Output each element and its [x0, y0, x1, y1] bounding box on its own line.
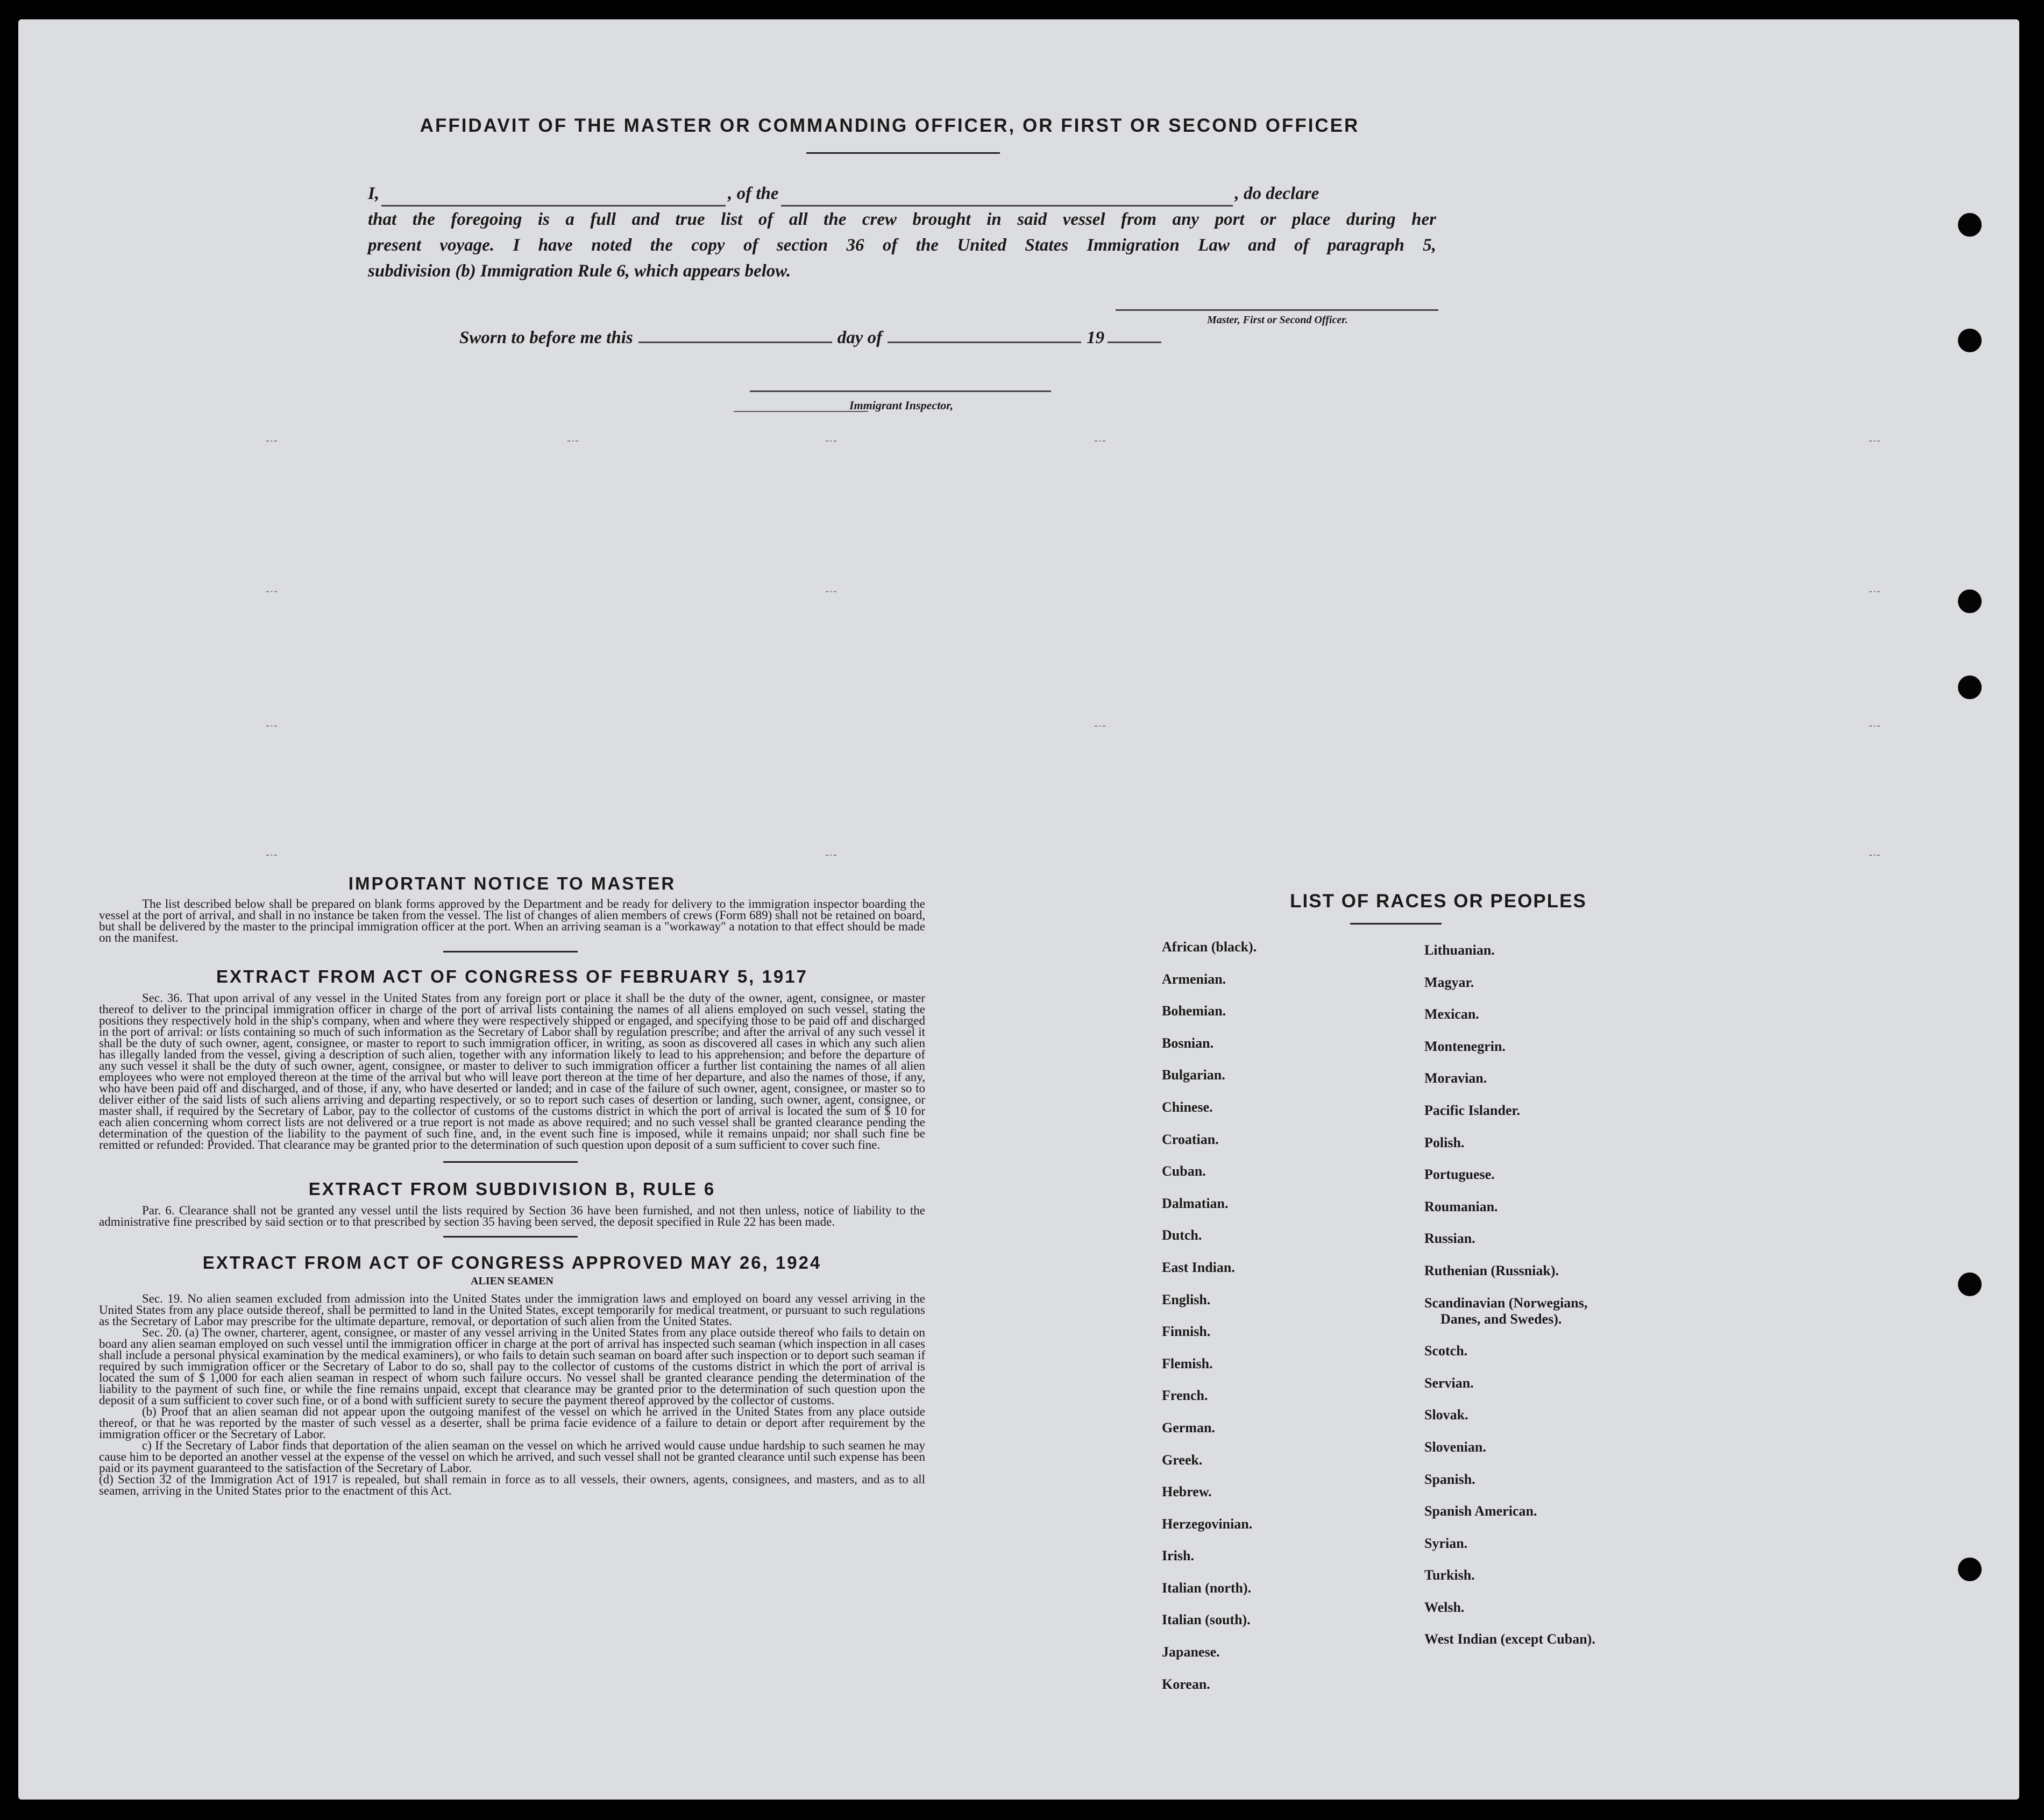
race-item: Russian.: [1424, 1231, 1475, 1247]
race-item: German.: [1162, 1419, 1215, 1435]
race-item: Montenegrin.: [1424, 1038, 1506, 1054]
race-item: Finnish.: [1162, 1324, 1211, 1340]
race-item: Dalmatian.: [1162, 1195, 1229, 1211]
rule6-text: Par. 6. Clearance shall not be granted any vessel until the lists required by Section 36 have been furnished, and not then unless, notice of liability to the administrative fine prescribed by said section or to that prescribed by section 35 having been served, the deposit specified in Rule 22 has been made.: [99, 1204, 925, 1228]
race-item: Chinese.: [1162, 1099, 1213, 1115]
race-item: Slovak.: [1424, 1407, 1468, 1423]
punch-hole: [1958, 589, 1982, 613]
punch-hole: [1958, 676, 1982, 699]
race-item: Italian (south).: [1162, 1612, 1251, 1628]
race-item: Korean.: [1162, 1676, 1210, 1692]
inspector-signature-line[interactable]: [750, 389, 1051, 392]
notice-text: The list described below shall be prepared on blank forms approved by the Department and be ready for delivery to the immigration inspector boarding the vessel at the port of arrival, and shall in no instance be taken from the vessel. The list of changes of alien members of crews (Form 689) shall not be retained on board, but shall be delivered by the master to the principal immigration officer at the port. When an arriving seaman is a "workaway" a notation to that effect should be made on the manifest.: [99, 897, 925, 944]
race-item: Bohemian.: [1162, 1003, 1226, 1019]
race-item: Bosnian.: [1162, 1035, 1214, 1051]
race-item: Japanese.: [1162, 1644, 1220, 1660]
race-item: West Indian (except Cuban).: [1424, 1631, 1595, 1647]
sworn-line: [459, 328, 1161, 348]
sworn-day-of-label: day of: [837, 328, 883, 347]
race-item: Polish.: [1424, 1134, 1465, 1150]
affidavit-title: AFFIDAVIT OF THE MASTER OR COMMANDING OFFICER, OR FIRST OR SECOND OFFICER: [420, 115, 1360, 136]
extract-1924-sec20c: c) If the Secretary of Labor finds that deportation of the alien seaman on the vessel on which he arrived would cause undue hardship to such seamen he may cause him to be deported an another vessel at the expense of the vessel on which he arrived, and such vessel shall not be granted clearance until such expense has been paid or its payment guaranteed to the satisfaction of the Secretary of Labor.: [99, 1439, 925, 1475]
race-item: Hebrew.: [1162, 1484, 1212, 1500]
punch-hole: [1958, 1272, 1982, 1296]
affidavit-line4: subdivision (b) Immigration Rule 6, which appears below.: [368, 261, 791, 281]
races-list-left: [1162, 939, 1388, 1708]
race-item: Turkish.: [1424, 1567, 1475, 1583]
extract-1924-sec20a: Sec. 20. (a) The owner, charterer, agent, consignee, or master of any vessel arriving in the United States from any place outside thereof who fails to detain on board any alien seaman employed on such vessel until the immigration officer in charge at the port of arrival has inspected such seaman (which inspection in all cases shall include a personal physical examination by the medical examiners), or who fails to detain such seaman on board after such inspection or to deport such seaman if required by such immigration officer or the Secretary of Labor to do so, shall pay to the collector of customs of the customs district in which the port of arrival is located the sum of $ 1,000 for each alien seaman in respect of whom such failure occurs. No vessel shall be granted clearance pending the determination of the liability to the payment of such fine, or while the fine remains unpaid, except that clearance may be granted prior to the determination of such question upon the deposit of a sum sufficient to cover such fine, or of a bond with sufficient surety to secure the payment thereof approved by the collector of customs.: [99, 1326, 925, 1407]
affidavit-line3: present voyage. I have noted the copy of section 36 of the United States Immigration Law and of paragraph 5,: [368, 236, 1436, 255]
punch-hole: [1958, 329, 1982, 352]
sworn-label: Sworn to before me this: [459, 328, 633, 347]
race-item: French.: [1162, 1388, 1208, 1404]
signature-label: Master, First or Second Officer.: [1207, 314, 1348, 326]
race-item: English.: [1162, 1291, 1211, 1307]
inspector-label: Immigrant Inspector,: [849, 399, 954, 412]
race-item: Spanish American.: [1424, 1503, 1537, 1519]
rule6-title: EXTRACT FROM SUBDIVISION B, RULE 6: [308, 1179, 716, 1199]
race-item: Scotch.: [1424, 1343, 1468, 1359]
notice-title: IMPORTANT NOTICE TO MASTER: [348, 873, 676, 893]
extract-1924-title: EXTRACT FROM ACT OF CONGRESS APPROVED MAY 26, 1924: [202, 1253, 822, 1272]
document-page: -·- -·- -·- -·- -·- -·- -·- -·- -·- -·- -·- -·- -·- -·- AFFIDAVIT OF THE MASTER OR COMMANDING OFFICER, OR FIRST OR SECOND OFFICER I, , of the , do declare that the foregoing is a full and true list of all the crew brought in said vessel from any port or place during her present voyage. I have noted the copy of section 36 of the United States Immigration Law and of paragraph 5, subdivision (b) Immigration Rule 6, which appears below. Master, First or Second Officer. Sworn to before me this day of 19 Immigrant Inspector, IMPORTANT NOTICE TO MASTER The list described below shall be prepared on blank forms approved by the Department and be ready for delivery to the immigration inspector boarding the vessel at the port of arrival, and shall in no instance be taken from the vessel. The list of changes of alien members of crews (Form 689) shall not be retained on board, but shall be delivered by the master to the principal immigration officer at the port. When an arriving seaman is a "workaway" a notation to that effect should be made on the manifest. EXTRACT FROM ACT OF CONGRESS OF FEBRUARY 5, 1917 Sec. 36. That upon arrival of any vessel in the United States from any foreign port or place it shall be the duty of the owner, agent, consignee, or master thereof to deliver to the principal immigration officer in charge of the port of arrival lists containing the names of all aliens employed on such vessel, stating the positions they respectively hold in the ship's company, when and where they were respectively shipped or engaged, and specifying those to be paid off and discharged in the port of arrival: or lists containing so much of such information as the Secretary of Labor shall by regulation prescribe; and after the arrival of any such vessel it shall be the duty of such owner, agent, consignee, or master to report to such immigration officer, in writing, as soon as discovered all cases in which any such alien has illegally landed from the vessel, giving a description of such alien, together with any information likely to lead to his apprehension; and before the departure of any such vessel it shall be the duty of such owner, agent, consignee, or master to deliver to such immigration officer a further list containing the names of all alien employees who were not employed thereon at the time of the arrival but who will leave port thereon at the time of her departure, and also the names of those, if any, who have been paid off and discharged, and of those, if any, who have deserted or landed; and in case of the failure of such owner, agent, consignee, or master so to deliver either of the said lists of such aliens arriving and departing respectively, or so to report such cases of desertion or landing, such owner, agent, consignee, or master shall, if required by the Secretary of Labor, pay to the collector of customs of the customs district in which the port of arrival is located the sum of $ 10 for each alien concerning whom correct lists are not delivered or a true report is not made as above required; and no such vessel shall be granted clearance pending the determination of the question of the liability to the payment of such fine, and, in the event such fine is imposed, while it remains unpaid; nor shall such fine be remitted or refunded: Provided. That clearance may be granted prior to the determination of such question upon deposit of a sum sufficient to cover such fine. EXTRACT FROM SUBDIVISION B, RULE 6 Par. 6. Clearance shall not be granted any vessel until the lists required by Section 36 have been furnished, and not then unless, notice of liability to the administrative fine prescribed by said section or to that prescribed by section 35 having been served, the deposit specified in Rule 22 has been made. EXTRACT FROM ACT OF CONGRESS APPROVED MAY 26, 1924 ALIEN SEAMEN Sec. 19. No alien seamen excluded from admission into the United States under the immigration laws and employed on board any vessel arriving in the United States from any place outside thereof, shall be permitted to land in the United States, except temporarily for medical treatment, or pursuant to such regulations as the Secretary of Labor may prescribe for the ultimate departure, removal, or deportation of such alien from the United States. Sec. 20. (a) The owner, charterer, agent, consignee, or master of any vessel arriving in the United States from any place outside thereof who fails to detain on board any alien seaman employed on such vessel until the immigration officer in charge at the port of arrival has inspected such seaman (which inspection in all cases shall include a personal physical examination by the medical examiners), or who fails to detain such seaman on board after such inspection or to deport such seaman if required by such immigration officer or the Secretary of Labor to do so, shall pay to the collector of customs of the customs district in which the port of arrival is located the sum of $ 1,000 for each alien seaman in respect of whom such failure occurs. No vessel shall be granted clearance pending the determination of the liability to the payment of such fine, or while the fine remains unpaid, except that clearance may be granted prior to the determination of such question upon the deposit of a sum sufficient to cover such fine, or of a bond with sufficient surety to secure the payment thereof approved by the collector of customs. (b) Proof that an alien seaman did not appear upon the outgoing manifest of the vessel on which he arrived in the United States from any place outside thereof, or that he was reported by the master of such vessel as a deserter, shall be prima facie evidence of a failure to detain or deport after requirement by the immigration officer or the Secretary of Labor. c) If the Secretary of Labor finds that deportation of the alien seaman on the vessel on which he arrived would cause undue hardship to such seamen he may cause him to be deported an another vessel at the expense of the vessel on which he arrived, and such vessel shall not be granted clearance until such expense has been paid or its payment guaranteed to the satisfaction of the Secretary of Labor. (d) Section 32 of the Immigration Act of 1917 is repealed, but shall remain in force as to all vessels, their owners, agents, consignees, and masters, and as to all seamen, arriving in the United States prior to the enactment of this Act. LIST OF RACES OR PEOPLES African (black). Armenian. Bohemian. Bosnian. Bulgarian. Chinese. Croatian. Cuban. Dalmatian. Dutch. East Indian. English. Finnish. Flemish. French. German. Greek. Hebrew. Herzegovinian. Irish. Italian (north). Italian (south). Japanese. Korean. Lithuanian. Magyar. Mexican. Montenegrin. Moravian. Pacific Islander. Polish. Portuguese. Roumanian. Russian. Ruthenian (Russniak). Scandinavian (Norwegians, Danes, and Swedes). Scotch. Servian. Slovak. Slovenian. Spanish. Spanish American. Syrian. Turkish. Welsh. West Indian (except Cuban).: [18, 19, 2019, 1800]
sworn-day-field[interactable]: [638, 342, 832, 343]
punch-hole: [1958, 213, 1982, 237]
race-item: Slovenian.: [1424, 1439, 1486, 1455]
sworn-month-field[interactable]: [888, 342, 1081, 343]
race-item: Pacific Islander.: [1424, 1102, 1521, 1118]
extract-1917-text: Sec. 36. That upon arrival of any vessel in the United States from any foreign port or place it shall be the duty of the owner, agent, consignee, or master thereof to deliver to the principal immigration officer in charge of the port of arrival lists containing the names of all aliens employed on such vessel, stating the positions they respectively hold in the ship's company, when and where they were respectively shipped or engaged, and specifying those to be paid off and discharged in the port of arrival: or lists containing so much of such information as the Secretary of Labor shall by regulation prescribe; and after the arrival of any such vessel it shall be the duty of such owner, agent, consignee, or master to report to such immigration officer, in writing, as soon as discovered all cases in which any such alien has illegally landed from the vessel, giving a description of such alien, together with any information likely to lead to his apprehension; and before the departure of any such vessel it shall be the duty of such owner, agent, consignee, or master to deliver to such immigration officer a further list containing the names of all alien employees who were not employed thereon at the time of the arrival but who will leave port thereon at the time of her departure, and also the names of those, if any, who have been paid off and discharged, and of those, if any, who have deserted or landed; and in case of the failure of such owner, agent, consignee, or master so to deliver either of the said lists of such aliens arriving and departing respectively, or so to report such cases of desertion or landing, such owner, agent, consignee, or master shall, if required by the Secretary of Labor, pay to the collector of customs of the customs district in which the port of arrival is located the sum of $ 10 for each alien concerning whom correct lists are not delivered or a true report is not made as above required; and no such vessel shall be granted clearance pending the determination of the question of the liability to the payment of such fine, and, in the event such fine is imposed, while it remains unpaid; nor shall such fine be remitted or refunded: Provided. That clearance may be granted prior to the determination of such question upon deposit of a sum sufficient to cover such fine.: [99, 991, 925, 1151]
race-item: Herzegovinian.: [1162, 1516, 1253, 1532]
affidavit-declaration: [368, 181, 1436, 284]
race-item: Spanish.: [1424, 1471, 1475, 1487]
race-item: Magyar.: [1424, 974, 1474, 990]
race-item: Croatian.: [1162, 1131, 1219, 1147]
extract-1924-sec20d: (d) Section 32 of the Immigration Act of 1917 is repealed, but shall remain in force as to all vessels, their owners, agents, consignees, and masters, and as to all seamen, arriving in the United States prior to the enactment of this Act.: [99, 1473, 925, 1497]
extract-1917-title: EXTRACT FROM ACT OF CONGRESS OF FEBRUARY 5, 1917: [216, 966, 808, 986]
race-item: Welsh.: [1424, 1599, 1465, 1615]
race-item: Cuban.: [1162, 1163, 1206, 1179]
races-title: LIST OF RACES OR PEOPLES: [1290, 891, 1587, 912]
affidavit-line2: that the foregoing is a full and true list of all the crew brought in said vessel from any port or place during her: [368, 210, 1436, 229]
affidavit-line1-end: , do declare: [1234, 184, 1319, 203]
race-item: Greek.: [1162, 1452, 1203, 1468]
race-item: Bulgarian.: [1162, 1067, 1225, 1083]
race-item: Irish.: [1162, 1548, 1194, 1564]
race-item: Scandinavian (Norwegians,: [1424, 1295, 1588, 1311]
sworn-year-label: 19: [1087, 328, 1105, 347]
inspector-underline: [734, 410, 868, 412]
sworn-year-field[interactable]: [1108, 342, 1161, 343]
punch-hole: [1958, 1558, 1982, 1581]
race-item: Roumanian.: [1424, 1198, 1498, 1214]
races-list-right: [1424, 942, 1747, 1663]
race-item: East Indian.: [1162, 1259, 1235, 1275]
race-item: Armenian.: [1162, 971, 1226, 987]
race-item: Portuguese.: [1424, 1167, 1495, 1183]
extract-1924-subtitle: ALIEN SEAMEN: [471, 1275, 553, 1287]
race-item: Syrian.: [1424, 1535, 1468, 1551]
affidavit-line1-start: I,: [368, 184, 380, 203]
vessel-name-field[interactable]: [781, 181, 1233, 207]
extract-1924-sec20b: (b) Proof that an alien seaman did not appear upon the outgoing manifest of the vessel on which he arrived in the United States from any place outside thereof, or that he was reported by the master of such vessel as a deserter, shall be prima facie evidence of a failure to detain or deport after requirement by the immigration officer or the Secretary of Labor.: [99, 1405, 925, 1441]
race-item: African (black).: [1162, 939, 1257, 955]
master-name-field[interactable]: [381, 181, 726, 207]
race-item: Servian.: [1424, 1375, 1474, 1391]
race-item: Lithuanian.: [1424, 942, 1495, 958]
race-item: Danes, and Swedes).: [1440, 1311, 1562, 1327]
race-item: Dutch.: [1162, 1227, 1202, 1243]
extract-1924-sec19: Sec. 19. No alien seamen excluded from admission into the United States under the immigration laws and employed on board any vessel arriving in the United States from any place outside thereof, shall be permitted to land in the United States, except temporarily for medical treatment, or pursuant to such regulations as the Secretary of Labor may prescribe for the ultimate departure, removal, or deportation of such alien from the United States.: [99, 1292, 925, 1328]
race-item: Italian (north).: [1162, 1580, 1252, 1596]
legal-notices-column: [99, 873, 925, 1496]
race-item: Flemish.: [1162, 1355, 1213, 1371]
signature-line[interactable]: [1116, 308, 1438, 311]
race-item: Moravian.: [1424, 1070, 1487, 1086]
affidavit-line1-middle: , of the: [728, 184, 779, 203]
race-item: Mexican.: [1424, 1006, 1479, 1022]
race-item: Ruthenian (Russniak).: [1424, 1262, 1559, 1278]
